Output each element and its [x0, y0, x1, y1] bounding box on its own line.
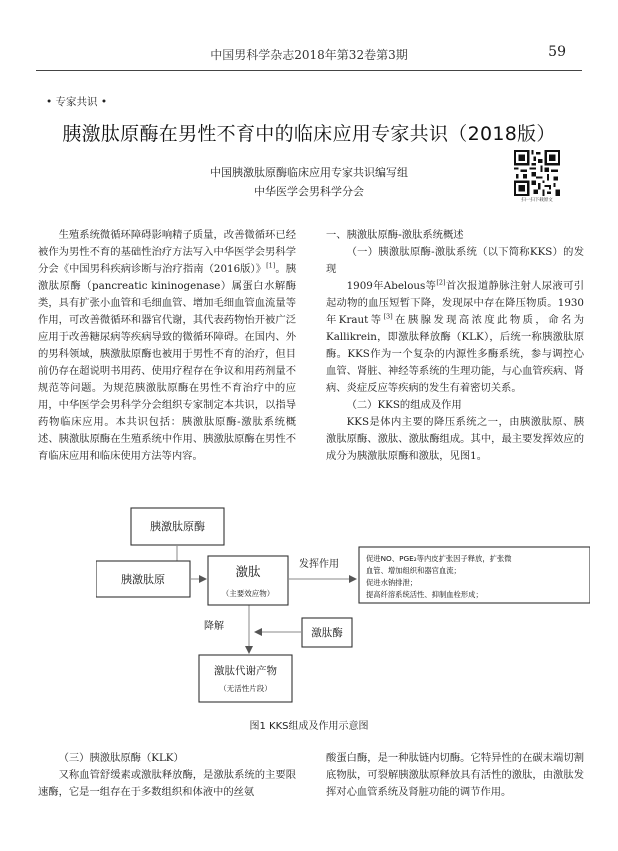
box-label: 激肽: [235, 564, 261, 579]
effect-line: 血管、增加组织和器官血流；: [366, 566, 461, 575]
author-line: 中华医学会男科学分会: [254, 185, 364, 198]
qr-code-icon[interactable]: [514, 150, 560, 196]
box-sublabel: （主要效应物）: [221, 589, 275, 598]
box-kinin-metabolites: [199, 655, 292, 702]
running-head: 中国男科学杂志2018年第32卷第3期: [210, 48, 408, 62]
subsection-heading: （二）KKS的组成及作用: [346, 399, 462, 411]
right-column-bottom: [326, 750, 584, 801]
header-rule: [36, 70, 582, 71]
article-title: 胰激肽原酶在男性不育中的临床应用专家共识（2018版）: [62, 123, 556, 145]
box-label: 胰激肽原: [121, 573, 165, 586]
effect-line: 促进水钠排泄；: [366, 578, 418, 587]
body-paragraph: 又称血管舒缓素或激肽释放酶，是激肽系统的主要限速酶，它是一组存在于多数组织和体液中的丝氨: [38, 769, 296, 798]
left-column: [38, 227, 296, 465]
column-tag: • 专家共识 •: [46, 96, 108, 108]
kks-figure: [96, 500, 590, 715]
page-number: 59: [548, 44, 566, 60]
qr-caption: 扫一扫下载原文: [521, 198, 553, 203]
box-label: 胰激肽原酶: [150, 520, 205, 533]
author-line: 中国胰激肽原酶临床应用专家共识编写组: [210, 166, 408, 179]
body-paragraph: 酸蛋白酶，是一种肽链内切酶。它特异性的在碳末端切割底物肽，可裂解胰激肽原释放具有活性的激肽，由激肽发挥对心血管系统及肾脏功能的调节作用。: [326, 752, 584, 798]
effect-line: 提高纤溶系统活性、抑制血栓形成；: [366, 590, 483, 599]
subsection-heading: （三）胰激肽原酶（KLK）: [58, 752, 184, 764]
arrow-label-effect: 发挥作用: [299, 559, 339, 570]
body-paragraph: KKS是体内主要的降压系统之一，由胰激肽原、胰激肽原酶、激肽、激肽酶组成。其中，最主要发挥效应的成分为胰激肽原酶和激肽，见图1。: [326, 416, 584, 462]
left-column-bottom: [38, 750, 296, 801]
box-sublabel: （无活性片段）: [219, 684, 272, 693]
section-heading: 一、胰激肽原酶-激肽系统概述: [326, 229, 464, 241]
figure-caption: 图1 KKS组成及作用示意图: [249, 721, 369, 732]
body-paragraph: 1909年Abelous等[2]首次报道静脉注射人尿液可引起动物的血压短暂下降，发现尿中存在降压物质。1930年Kraut等[3]在胰腺发现高浓度此物质，命名为Kallikrein，即激肽释放酶（KLK），后统一称胰激肽原酶。KKS作为一个复杂的内源性多酶系统，参与调控心血管、肾脏、神经等系统的生理功能，与心血管疾病、肾病、炎症反应等疾病的发生有着密切关系。: [326, 278, 585, 394]
intro-paragraph: 生殖系统微循环障碍影响精子质量，改善微循环已经被作为男性不育的基础性治疗方法写入中华医学会男科学分会《中国男科疾病诊断与治疗指南（2016版）》[1]。胰激肽原酶（pancreatic kininogenase）属蛋白水解酶类，具有扩张小血管和毛细血管、增加毛细血管血流量等作用，可改善微循环和器官代谢，其代表药物怡开被广泛应用于改善糖尿病等疾病导致的微循环障碍。在国内、外的男科领域，胰激肽原酶也被用于男性不育的治疗，但目前仍存在超说明书用药、使用疗程存在争议和用药剂量不规范等问题。为规范胰激肽原酶在男性不育治疗中的应用，中华医学会男科学分会组织专家制定本共识，以指导药物临床应用。本共识包括：胰激肽原酶-激肽系统概述、胰激肽原酶在生殖系统中作用、胰激肽原酶在男性不育临床应用和临床使用方法等内容。: [38, 229, 296, 462]
citation-ref[interactable]: [2]: [436, 278, 446, 287]
citation-ref[interactable]: [1]: [266, 261, 276, 270]
citation-ref[interactable]: [3]: [383, 312, 393, 321]
arrow-label-degrade: 降解: [204, 621, 224, 632]
effect-line: 促进NO、PGE₂等内皮扩张因子释放，扩张微: [366, 554, 512, 563]
box-label: 激肽酶: [311, 627, 343, 639]
box-label: 激肽代谢产物: [214, 665, 277, 677]
subsection-heading: （一）胰激肽原酶-激肽系统（以下简称KKS）的发现: [326, 246, 584, 275]
right-column: [326, 227, 584, 465]
